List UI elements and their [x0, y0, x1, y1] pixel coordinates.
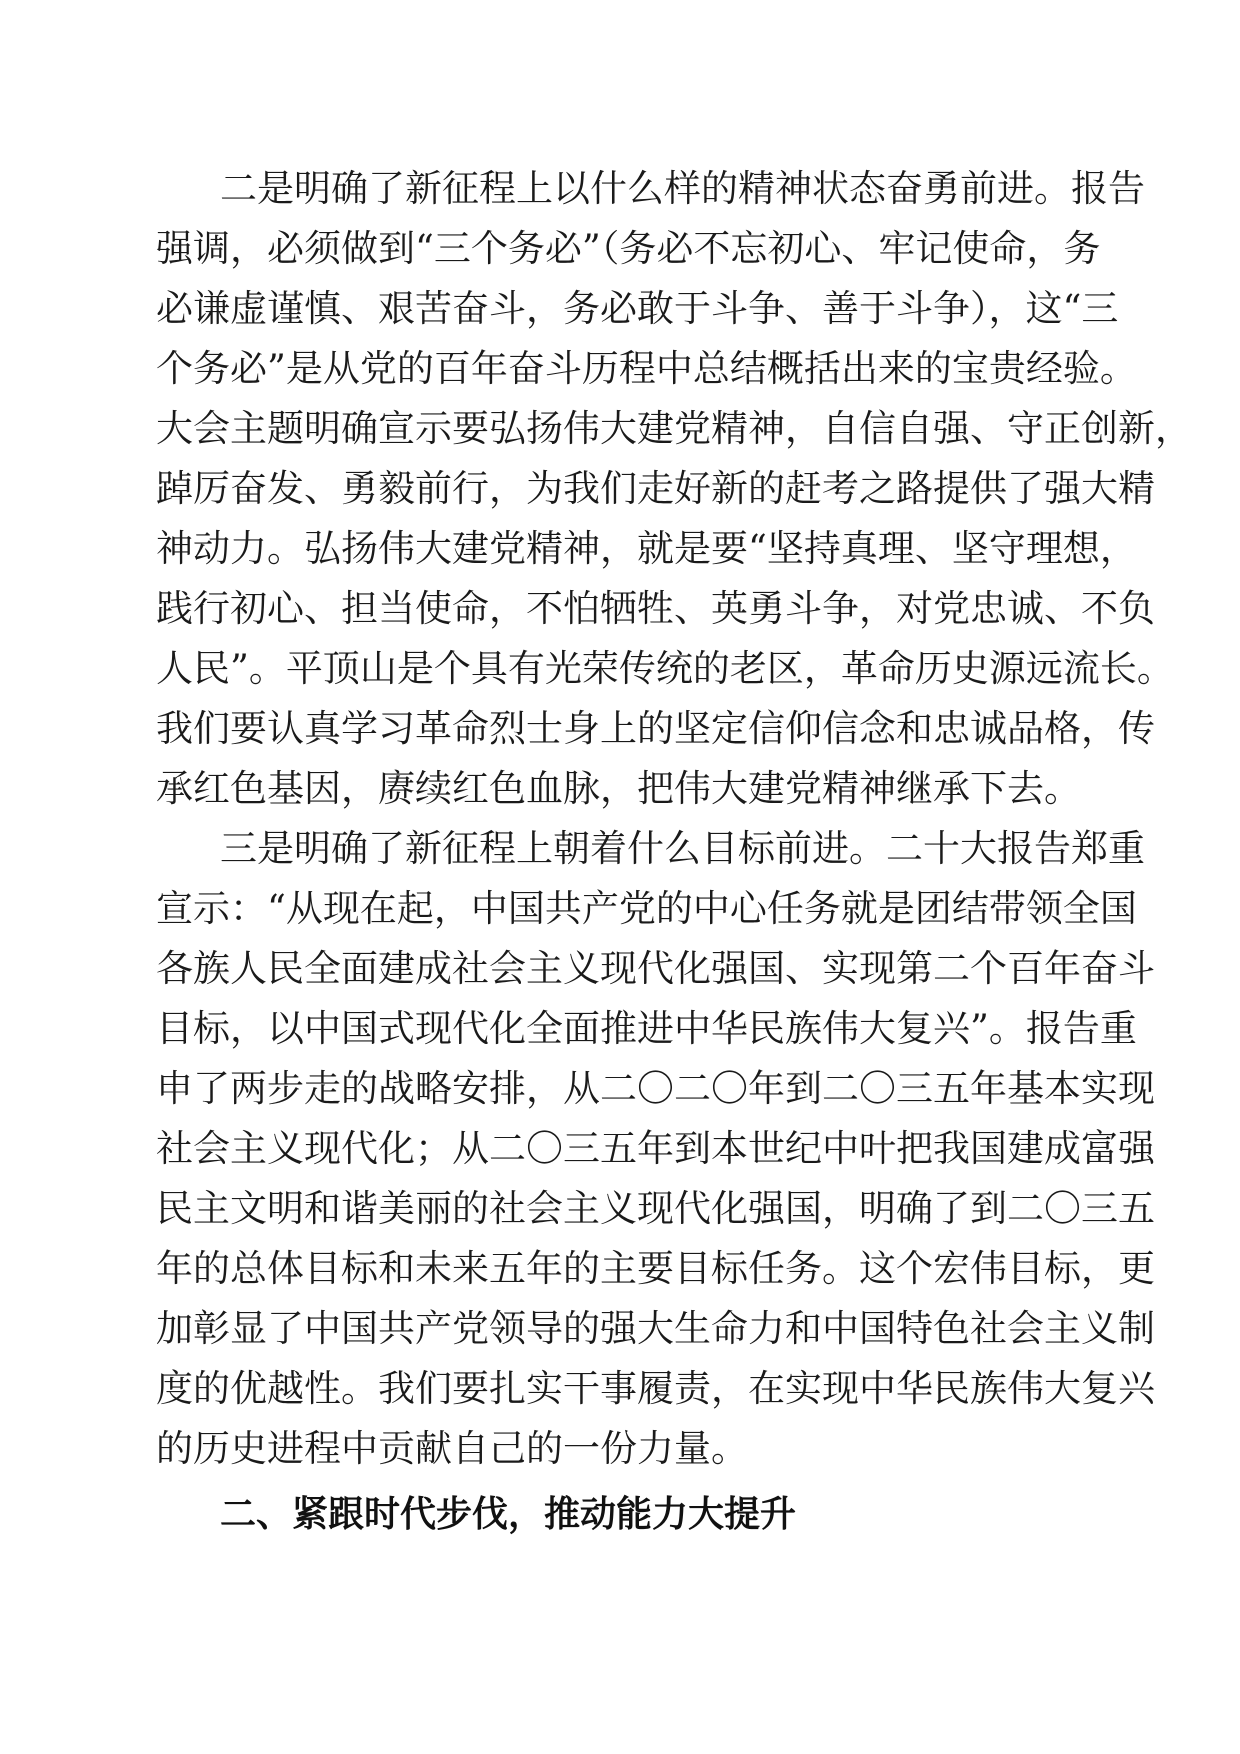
- section-heading: 二、紧跟时代步伐，推动能力大提升: [220, 1494, 797, 1535]
- paragraph-line: 申了两步走的战略安排，从二〇二〇年到二〇三五年基本实现: [156, 1067, 1155, 1110]
- paragraph-line: 各族人民全面建成社会主义现代化强国、实现第二个百年奋斗: [156, 947, 1155, 990]
- paragraph-line: 宣示：“从现在起，中国共产党的中心任务就是团结带领全国: [156, 887, 1137, 930]
- paragraph-line: 强调，必须做到“三个务必”（务必不忘初心、牢记使命，务: [156, 227, 1101, 270]
- paragraph-line: 践行初心、担当使命，不怕牺牲、英勇斗争，对党忠诚、不负: [156, 587, 1155, 630]
- paragraph-line: 承红色基因，赓续红色血脉，把伟大建党精神继承下去。: [156, 767, 1081, 810]
- paragraph-line: 的历史进程中贡献自己的一份力量。: [156, 1427, 748, 1470]
- paragraph-line: 必谦虚谨慎、艰苦奋斗，务必敢于斗争、善于斗争），这“三: [156, 287, 1119, 330]
- paragraph-line: 个务必”是从党的百年奋斗历程中总结概括出来的宝贵经验。: [156, 347, 1137, 390]
- paragraph-line: 人民”。平顶山是个具有光荣传统的老区，革命历史源远流长。: [156, 647, 1174, 690]
- paragraph-line: 我们要认真学习革命烈士身上的坚定信仰信念和忠诚品格，传: [156, 707, 1155, 750]
- paragraph-line: 度的优越性。我们要扎实干事履责，在实现中华民族伟大复兴: [156, 1367, 1155, 1410]
- paragraph-line: 加彰显了中国共产党领导的强大生命力和中国特色社会主义制: [156, 1307, 1155, 1350]
- paragraph-line: 民主文明和谐美丽的社会主义现代化强国，明确了到二〇三五: [156, 1187, 1155, 1230]
- paragraph-line: 三是明确了新征程上朝着什么目标前进。二十大报告郑重: [220, 827, 1145, 870]
- paragraph-line: 踔厉奋发、勇毅前行，为我们走好新的赶考之路提供了强大精: [156, 467, 1155, 510]
- paragraph-line: 二是明确了新征程上以什么样的精神状态奋勇前进。报告: [220, 167, 1145, 210]
- paragraph-line: 目标，以中国式现代化全面推进中华民族伟大复兴”。报告重: [156, 1007, 1137, 1050]
- paragraph-line: 社会主义现代化；从二〇三五年到本世纪中叶把我国建成富强: [156, 1127, 1155, 1170]
- paragraph-line: 大会主题明确宣示要弘扬伟大建党精神，自信自强、守正创新，: [156, 407, 1192, 450]
- paragraph-line: 年的总体目标和未来五年的主要目标任务。这个宏伟目标，更: [156, 1247, 1155, 1290]
- paragraph-line: 神动力。弘扬伟大建党精神，就是要“坚持真理、坚守理想，: [156, 527, 1137, 570]
